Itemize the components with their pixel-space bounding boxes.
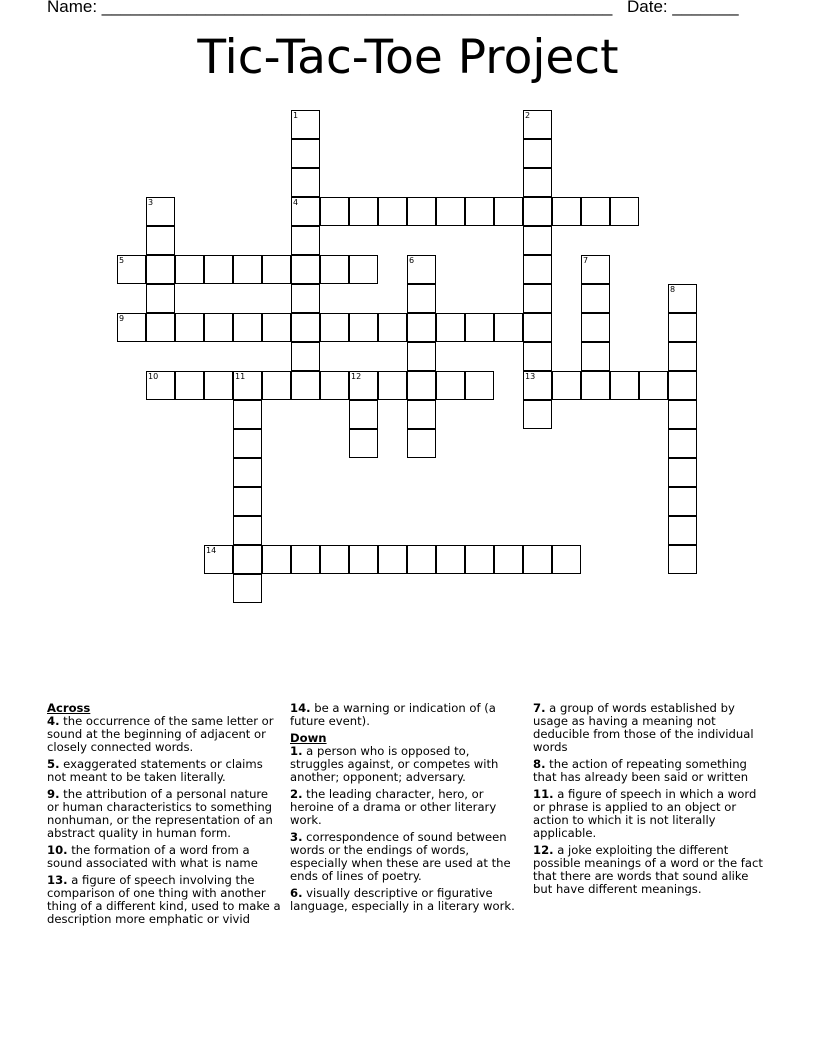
grid-cell[interactable] bbox=[320, 371, 349, 400]
grid-cell[interactable] bbox=[320, 313, 349, 342]
clue-across-9: 9. the attribution of a personal nature or human characteristics to something nonhuman, or the representation of an abstract quality in human form. bbox=[47, 787, 273, 840]
grid-cell[interactable] bbox=[407, 284, 436, 313]
clue-across-5: 5. exaggerated statements or claims not meant to be taken literally. bbox=[47, 757, 263, 784]
grid-cell[interactable] bbox=[291, 168, 320, 197]
clue-down-6: 6. visually descriptive or figurative language, especially in a literary work. bbox=[290, 886, 515, 913]
clue-number: 14 bbox=[206, 546, 217, 555]
grid-cell[interactable] bbox=[407, 371, 436, 400]
clue-number: 3 bbox=[148, 198, 154, 207]
grid-cell[interactable] bbox=[668, 487, 697, 516]
grid-cell[interactable] bbox=[320, 255, 349, 284]
grid-cell[interactable] bbox=[668, 342, 697, 371]
grid-cell[interactable] bbox=[523, 313, 552, 342]
clue-down-7: 7. a group of words established by usage as having a meaning not deducible from those of the individual words bbox=[533, 701, 754, 754]
grid-cell[interactable] bbox=[378, 197, 407, 226]
grid-cell[interactable] bbox=[523, 255, 552, 284]
grid-cell[interactable] bbox=[465, 545, 494, 574]
grid-cell[interactable] bbox=[523, 545, 552, 574]
grid-cell[interactable] bbox=[233, 429, 262, 458]
grid-cell[interactable] bbox=[291, 342, 320, 371]
grid-cell[interactable] bbox=[668, 429, 697, 458]
clue-number: 1 bbox=[293, 111, 299, 120]
name-field-label: Name: ______________________________________________________ bbox=[47, 0, 613, 16]
grid-cell[interactable] bbox=[610, 197, 639, 226]
grid-cell[interactable] bbox=[291, 545, 320, 574]
clue-number: 5 bbox=[119, 256, 125, 265]
clue-across-13: 13. a figure of speech involving the comparison of one thing with another thing of a different kind, used to make a description more emphatic or vivid bbox=[47, 873, 281, 926]
clue-number: 11 bbox=[235, 372, 246, 381]
grid-cell[interactable] bbox=[262, 313, 291, 342]
grid-cell[interactable] bbox=[523, 139, 552, 168]
clue-across-14: 14. be a warning or indication of (a future event). bbox=[290, 701, 496, 728]
grid-cell[interactable] bbox=[233, 371, 262, 400]
grid-cell[interactable] bbox=[407, 400, 436, 429]
grid-cell[interactable] bbox=[349, 371, 378, 400]
grid-cell[interactable] bbox=[581, 371, 610, 400]
grid-cell[interactable] bbox=[552, 545, 581, 574]
grid-cell[interactable] bbox=[581, 284, 610, 313]
grid-cell[interactable] bbox=[291, 371, 320, 400]
clue-down-12: 12. a joke exploiting the different possible meanings of a word or the fact that there are words that sound alike but have different meanings. bbox=[533, 843, 763, 896]
grid-cell[interactable] bbox=[523, 168, 552, 197]
grid-cell[interactable] bbox=[407, 429, 436, 458]
grid-cell[interactable] bbox=[349, 545, 378, 574]
grid-cell[interactable] bbox=[523, 226, 552, 255]
grid-cell[interactable] bbox=[204, 255, 233, 284]
clue-number: 2 bbox=[525, 111, 531, 120]
page-title: Tic-Tac-Toe Project bbox=[197, 30, 619, 85]
clue-number: 7 bbox=[583, 256, 589, 265]
grid-cell[interactable] bbox=[146, 226, 175, 255]
grid-cell[interactable] bbox=[581, 313, 610, 342]
grid-cell[interactable] bbox=[291, 255, 320, 284]
grid-cell[interactable] bbox=[291, 313, 320, 342]
grid-cell[interactable] bbox=[233, 487, 262, 516]
grid-cell[interactable] bbox=[146, 371, 175, 400]
grid-cell[interactable] bbox=[523, 400, 552, 429]
grid-cell[interactable] bbox=[175, 313, 204, 342]
grid-cell[interactable] bbox=[320, 545, 349, 574]
grid-cell[interactable] bbox=[146, 255, 175, 284]
grid-cell[interactable] bbox=[291, 110, 320, 139]
grid-cell[interactable] bbox=[465, 197, 494, 226]
grid-cell[interactable] bbox=[668, 458, 697, 487]
grid-cell[interactable] bbox=[233, 458, 262, 487]
clue-across-4: 4. the occurrence of the same letter or sound at the beginning of adjacent or closely connected words. bbox=[47, 714, 274, 754]
grid-cell[interactable] bbox=[378, 371, 407, 400]
grid-cell[interactable] bbox=[465, 313, 494, 342]
grid-cell[interactable] bbox=[552, 371, 581, 400]
clue-across-10: 10. the formation of a word from a sound associated with what is name bbox=[47, 843, 258, 870]
grid-cell[interactable] bbox=[436, 197, 465, 226]
grid-cell[interactable] bbox=[233, 255, 262, 284]
grid-cell[interactable] bbox=[378, 313, 407, 342]
grid-cell[interactable] bbox=[407, 255, 436, 284]
grid-cell[interactable] bbox=[610, 371, 639, 400]
grid-cell[interactable] bbox=[523, 110, 552, 139]
grid-cell[interactable] bbox=[552, 197, 581, 226]
grid-cell[interactable] bbox=[349, 255, 378, 284]
grid-cell[interactable] bbox=[581, 197, 610, 226]
clue-down-11: 11. a figure of speech in which a word or phrase is applied to an object or action to which it is not literally applicable. bbox=[533, 787, 757, 840]
grid-cell[interactable] bbox=[233, 545, 262, 574]
grid-cell[interactable] bbox=[349, 429, 378, 458]
grid-cell[interactable] bbox=[146, 197, 175, 226]
grid-cell[interactable] bbox=[494, 313, 523, 342]
grid-cell[interactable] bbox=[668, 284, 697, 313]
grid-cell[interactable] bbox=[175, 371, 204, 400]
grid-cell[interactable] bbox=[668, 545, 697, 574]
down-heading: Down bbox=[290, 731, 327, 745]
clue-number: 12 bbox=[351, 372, 362, 381]
grid-cell[interactable] bbox=[233, 400, 262, 429]
grid-cell[interactable] bbox=[639, 371, 668, 400]
clue-down-8: 8. the action of repeating something that has already been said or written bbox=[533, 757, 749, 784]
grid-cell[interactable] bbox=[349, 400, 378, 429]
grid-cell[interactable] bbox=[581, 342, 610, 371]
grid-cell[interactable] bbox=[291, 226, 320, 255]
grid-cell[interactable] bbox=[668, 371, 697, 400]
grid-cell[interactable] bbox=[668, 400, 697, 429]
clue-column-2 bbox=[290, 702, 526, 917]
clue-number: 6 bbox=[409, 256, 415, 265]
grid-cell[interactable] bbox=[349, 313, 378, 342]
grid-cell[interactable] bbox=[378, 545, 407, 574]
grid-cell[interactable] bbox=[668, 313, 697, 342]
grid-cell[interactable] bbox=[204, 313, 233, 342]
grid-cell[interactable] bbox=[146, 313, 175, 342]
clue-number: 13 bbox=[525, 372, 536, 381]
grid-cell[interactable] bbox=[436, 313, 465, 342]
grid-cell[interactable] bbox=[320, 197, 349, 226]
date-field-label: Date: _______ bbox=[627, 0, 739, 16]
grid-cell[interactable] bbox=[436, 545, 465, 574]
grid-cell[interactable] bbox=[523, 371, 552, 400]
clue-column-3 bbox=[533, 702, 769, 900]
grid-cell[interactable] bbox=[407, 313, 436, 342]
grid-cell[interactable] bbox=[233, 516, 262, 545]
clue-number: 8 bbox=[670, 285, 676, 294]
grid-cell[interactable] bbox=[117, 255, 146, 284]
grid-cell[interactable] bbox=[494, 197, 523, 226]
grid-cell[interactable] bbox=[407, 342, 436, 371]
grid-cell[interactable] bbox=[233, 313, 262, 342]
clue-down-3: 3. correspondence of sound between words or the endings of words, especially when these are used at the ends of lines of poetry. bbox=[290, 830, 511, 883]
clue-number: 9 bbox=[119, 314, 125, 323]
grid-cell[interactable] bbox=[117, 313, 146, 342]
clue-number: 10 bbox=[148, 372, 159, 381]
grid-cell[interactable] bbox=[262, 255, 291, 284]
clue-down-1: 1. a person who is opposed to, struggles against, or competes with another; opponent; adversary. bbox=[290, 744, 499, 784]
grid-cell[interactable] bbox=[291, 139, 320, 168]
grid-cell[interactable] bbox=[146, 284, 175, 313]
clue-column-1 bbox=[47, 702, 283, 930]
grid-cell[interactable] bbox=[523, 284, 552, 313]
grid-cell[interactable] bbox=[291, 197, 320, 226]
grid-cell[interactable] bbox=[204, 545, 233, 574]
grid-cell[interactable] bbox=[407, 197, 436, 226]
grid-cell[interactable] bbox=[436, 371, 465, 400]
grid-cell[interactable] bbox=[523, 197, 552, 226]
grid-cell[interactable] bbox=[523, 342, 552, 371]
grid-cell[interactable] bbox=[204, 371, 233, 400]
grid-cell[interactable] bbox=[349, 197, 378, 226]
clue-down-2: 2. the leading character, hero, or heroine of a drama or other literary work. bbox=[290, 787, 497, 827]
grid-cell[interactable] bbox=[494, 545, 523, 574]
across-heading: Across bbox=[47, 701, 91, 715]
grid-cell[interactable] bbox=[465, 371, 494, 400]
grid-cell[interactable] bbox=[668, 516, 697, 545]
grid-cell[interactable] bbox=[407, 545, 436, 574]
grid-cell[interactable] bbox=[233, 574, 262, 603]
grid-cell[interactable] bbox=[262, 545, 291, 574]
grid-cell[interactable] bbox=[581, 255, 610, 284]
grid-cell[interactable] bbox=[175, 255, 204, 284]
grid-cell[interactable] bbox=[291, 284, 320, 313]
clue-number: 4 bbox=[293, 198, 299, 207]
grid-cell[interactable] bbox=[262, 371, 291, 400]
